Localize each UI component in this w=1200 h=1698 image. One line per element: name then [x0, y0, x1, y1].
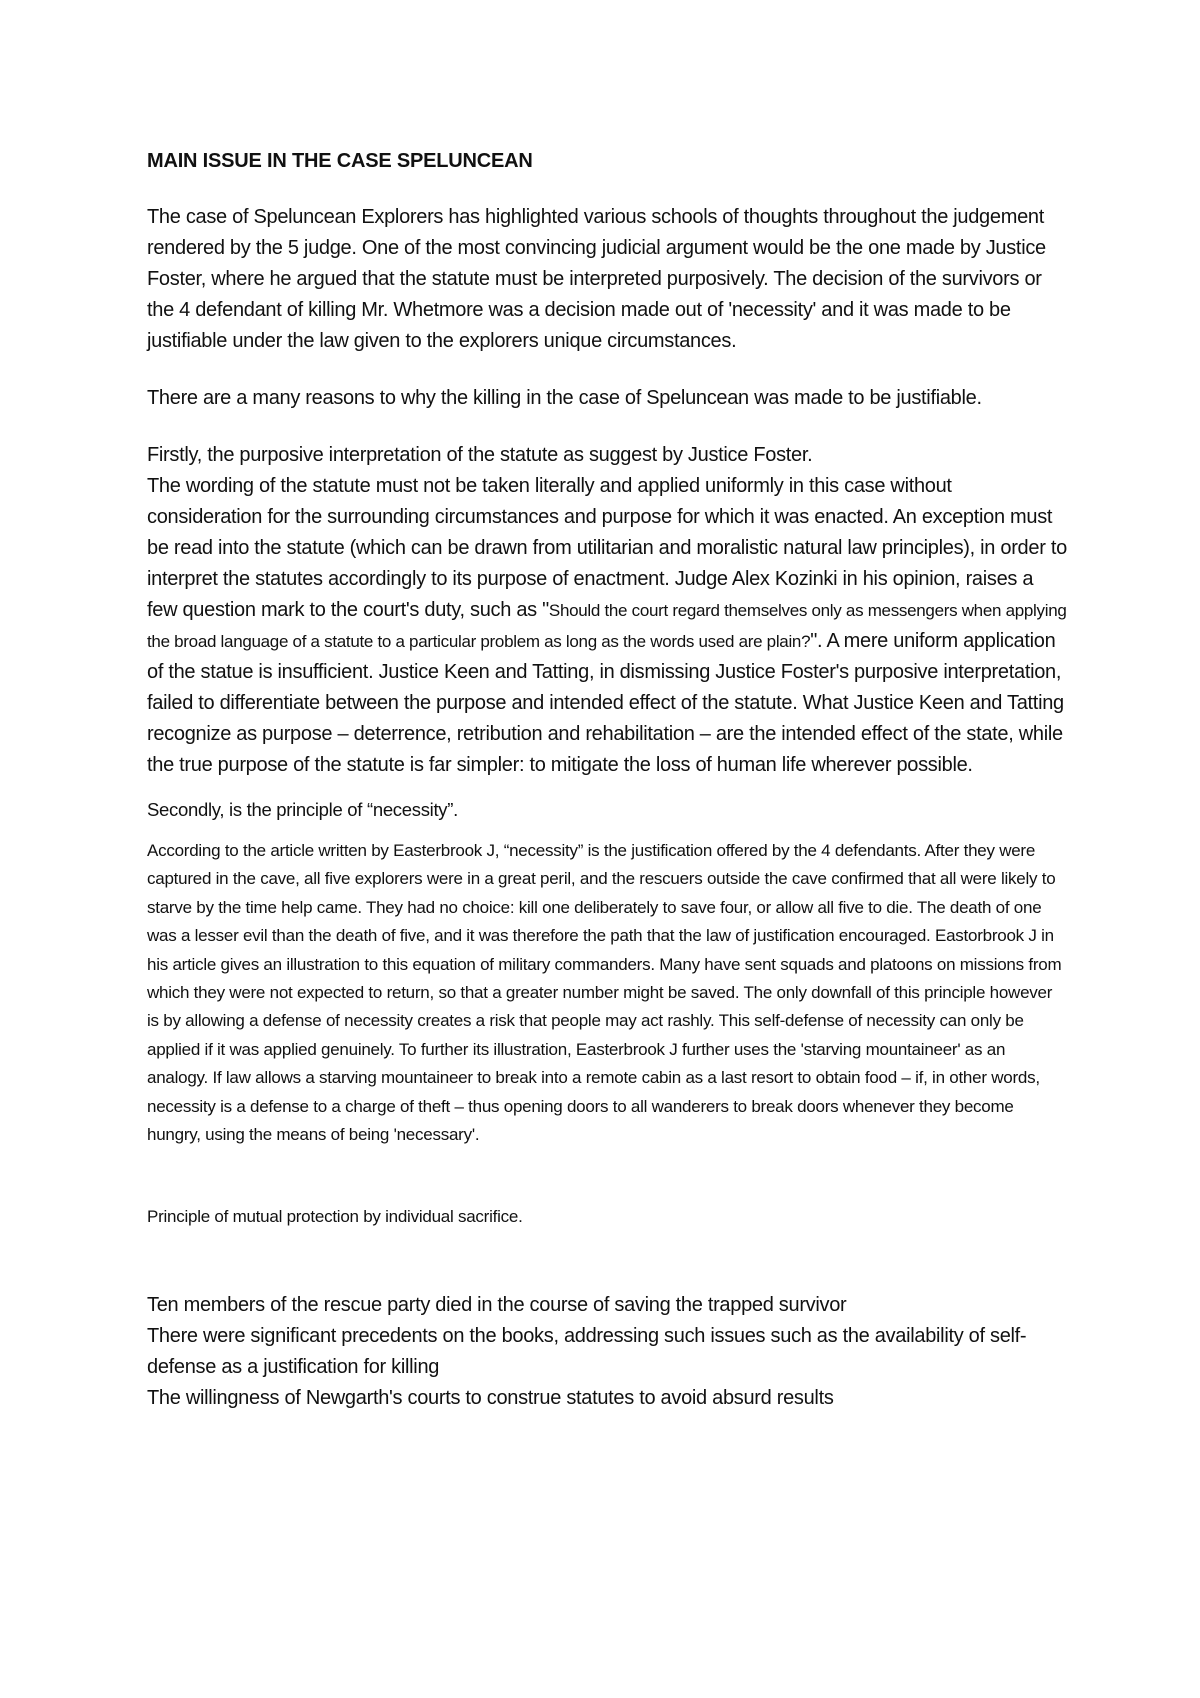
point-precedents: There were significant precedents on the books, addressing such issues such as the availability of self-defense as a justification for killing [147, 1324, 1027, 1378]
firstly-heading: Firstly, the purposive interpretation of the statute as suggest by Justice Foster. [147, 444, 813, 466]
secondly-paragraph: According to the article written by Easterbrook J, “necessity” is the justification offered by the 4 defendants. After they were captured in the cave, all five explorers were in a great peril, and the rescuers outside the cave confirmed that all were likely to starve by the time help came. They had no choice: kill one deliberately to save four, or allow all five to die. The death of one was a lesser evil than the death of five, and it was therefore the path that the law of justification encouraged. Eastorbrook J in his article gives an illustration to this equation of military commanders. Many have sent squads and platoons on missions from which they were not expected to return, so that a greater number might be saved. The only downfall of this principle however is by allowing a defense of necessity creates a risk that people may act rashly. This self-defense of necessity can only be applied if it was applied genuinely. To further its illustration, Easterbrook J further uses the 'starving mountaineer' as an analogy. If law allows a starving mountaineer to break into a remote cabin as a last resort to obtain food – if, in other words, necessity is a defense to a charge of theft – thus opening doors to all wanderers to break doors whenever they become hungry, using the means of being 'necessary'. [147, 841, 1062, 1145]
intro-paragraph: The case of Speluncean Explorers has highlighted various schools of thoughts throughout the judgement rendered by the 5 judge. One of the most convincing judicial argument would be the one made by Justice Foster, where he argued that the statute must be interpreted purposively. The decision of the survivors or the 4 defendant of killing Mr. Whetmore was a decision made out of 'necessity' and it was made to be justifiable under the law given to the explorers unique circumstances. [147, 206, 1046, 352]
spacer [147, 414, 1067, 440]
spacer [147, 781, 1067, 795]
spacer [147, 1149, 1067, 1203]
spacer [147, 357, 1067, 383]
secondly-heading: Secondly, is the principle of “necessity”. [147, 799, 458, 820]
firstly-text-b: ". A mere uniform application of the statue is insufficient. Justice Keen and Tatting, in dismissing Justice Foster's purposive interpretation, failed to differentiate between the purpose and intended effect of the statute. What Justice Keen and Tatting recognize as purpose – deterrence, retribution and rehabilitation – are the intended effect of the state, while the true purpose of the statute is far simpler: to mitigate the loss of human life wherever possible. [147, 630, 1064, 776]
point-rescue-party: Ten members of the rescue party died in the course of saving the trapped survivor [147, 1293, 847, 1316]
reasons-paragraph: There are a many reasons to why the killing in the case of Speluncean was made to be justifiable. [147, 387, 982, 409]
document-body [147, 146, 1067, 1414]
spacer [147, 825, 1067, 837]
point-absurd-results: The willingness of Newgarth's courts to construe statutes to avoid absurd results [147, 1386, 834, 1409]
firstly-quote: Should the court regard themselves only as messengers when applying the broad language of a statute to a particular problem as long as the words used are plain? [147, 601, 1067, 651]
mutual-protection-heading: Principle of mutual protection by individual sacrifice. [147, 1207, 523, 1227]
document-title: MAIN ISSUE IN THE CASE SPELUNCEAN [147, 150, 533, 172]
spacer [147, 1232, 1067, 1290]
firstly-paragraph [147, 471, 1067, 781]
firstly-text-a: The wording of the statute must not be taken literally and applied uniformly in this case without consideration for the surrounding circumstances and purpose for which it was enacted. An exception must be read into the statute (which can be drawn from utilitarian and moralistic natural law principles), in order to interpret the statutes accordingly to its purpose of enactment. Judge Alex Kozinki in his opinion, raises a few question mark to the court's duty, such as " [147, 475, 1067, 621]
